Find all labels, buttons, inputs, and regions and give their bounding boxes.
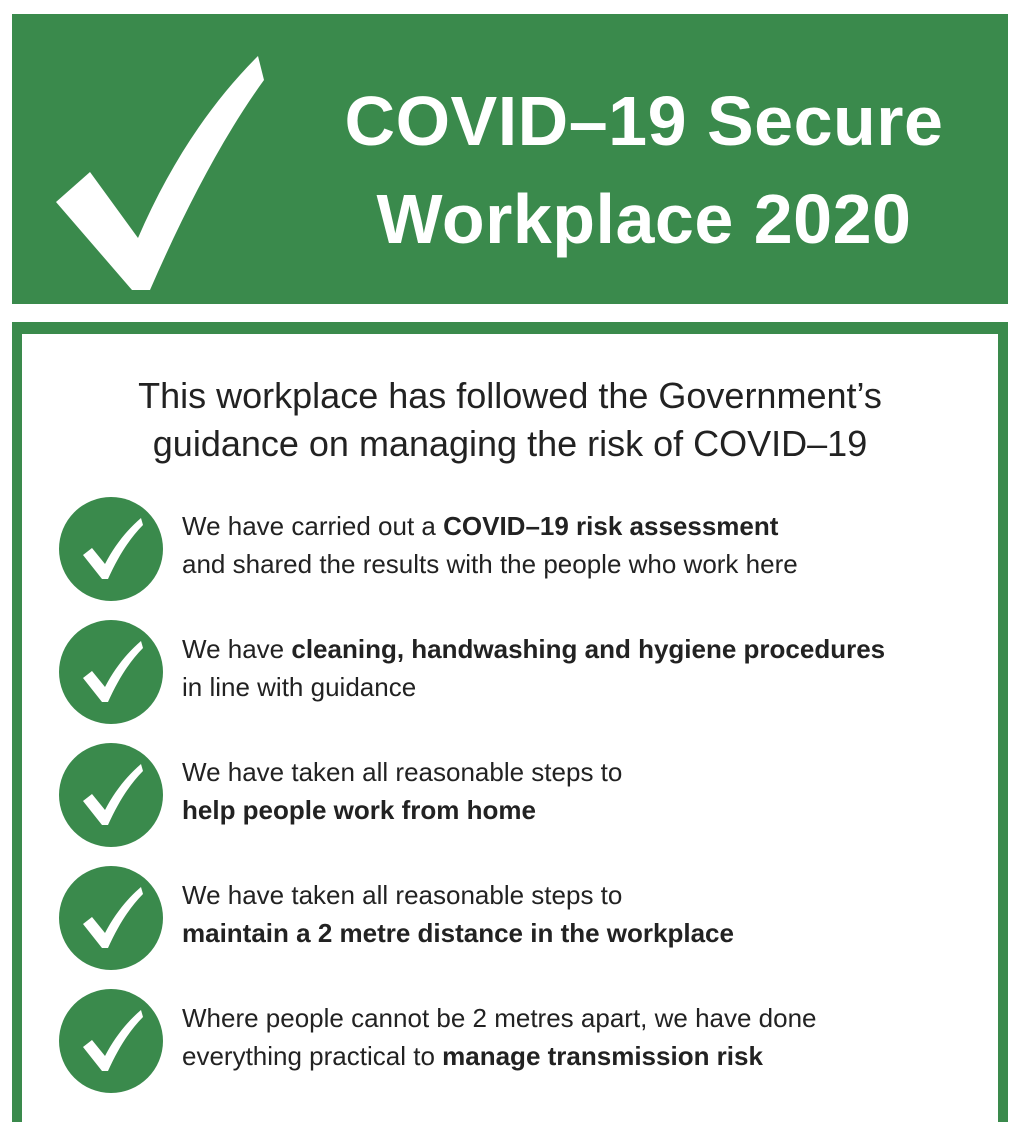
list-item-line-1 — [182, 753, 998, 791]
content-panel — [12, 322, 1008, 1122]
list-item — [48, 493, 998, 605]
list-item-text — [182, 876, 998, 952]
check-circle-icon — [59, 620, 163, 724]
list-item-line-2 — [182, 668, 998, 706]
title-line-1: COVID–19 Secure — [344, 82, 944, 160]
check-circle-icon — [59, 989, 163, 1093]
title-line-2: Workplace 2020 — [376, 180, 912, 258]
list-item — [48, 739, 998, 851]
intro-line-2: guidance on managing the risk of COVID–19 — [152, 423, 868, 464]
list-item-line-1 — [182, 630, 998, 668]
intro-line-1: This workplace has followed the Government’s — [138, 375, 882, 416]
text-run: We have taken all reasonable steps to — [182, 880, 623, 910]
list-item — [48, 985, 998, 1097]
text-run-bold: cleaning, handwashing and hygiene procedures — [291, 634, 886, 664]
list-item-line-2 — [182, 791, 998, 829]
list-item-text — [182, 507, 998, 583]
text-run: and shared the results with the people who work here — [182, 549, 798, 579]
list-item-line-1 — [182, 507, 998, 545]
check-circle-icon — [59, 497, 163, 601]
list-item-line-1 — [182, 876, 998, 914]
list-item-text — [182, 753, 998, 829]
list-item — [48, 616, 998, 728]
text-run-bold: maintain a 2 metre distance in the workplace — [182, 918, 734, 948]
list-item-line-2 — [182, 914, 998, 952]
list-item-text — [182, 630, 998, 706]
list-item-line-2 — [182, 545, 998, 583]
text-run: everything practical to — [182, 1041, 443, 1071]
text-run: Where people cannot be 2 metres apart, we have done — [182, 1003, 817, 1033]
content-panel-inner — [22, 334, 998, 1122]
text-run-bold: COVID–19 risk assessment — [443, 511, 779, 541]
text-run-bold: help people work from home — [182, 795, 536, 825]
check-circle-icon — [59, 743, 163, 847]
page-title — [284, 72, 1004, 268]
header-banner — [12, 14, 1008, 304]
check-circle-icon — [59, 866, 163, 970]
intro-text — [22, 372, 998, 468]
text-run: We have taken all reasonable steps to — [182, 757, 623, 787]
text-run: in line with guidance — [182, 672, 417, 702]
text-run: We have — [182, 634, 292, 664]
list-item — [48, 862, 998, 974]
list-item-text — [182, 999, 998, 1075]
text-run-bold: manage transmission risk — [442, 1041, 763, 1071]
list-item-line-2 — [182, 1037, 998, 1075]
list-item-line-1 — [182, 999, 998, 1037]
text-run: We have carried out a — [182, 511, 444, 541]
check-mark-icon — [52, 52, 267, 292]
